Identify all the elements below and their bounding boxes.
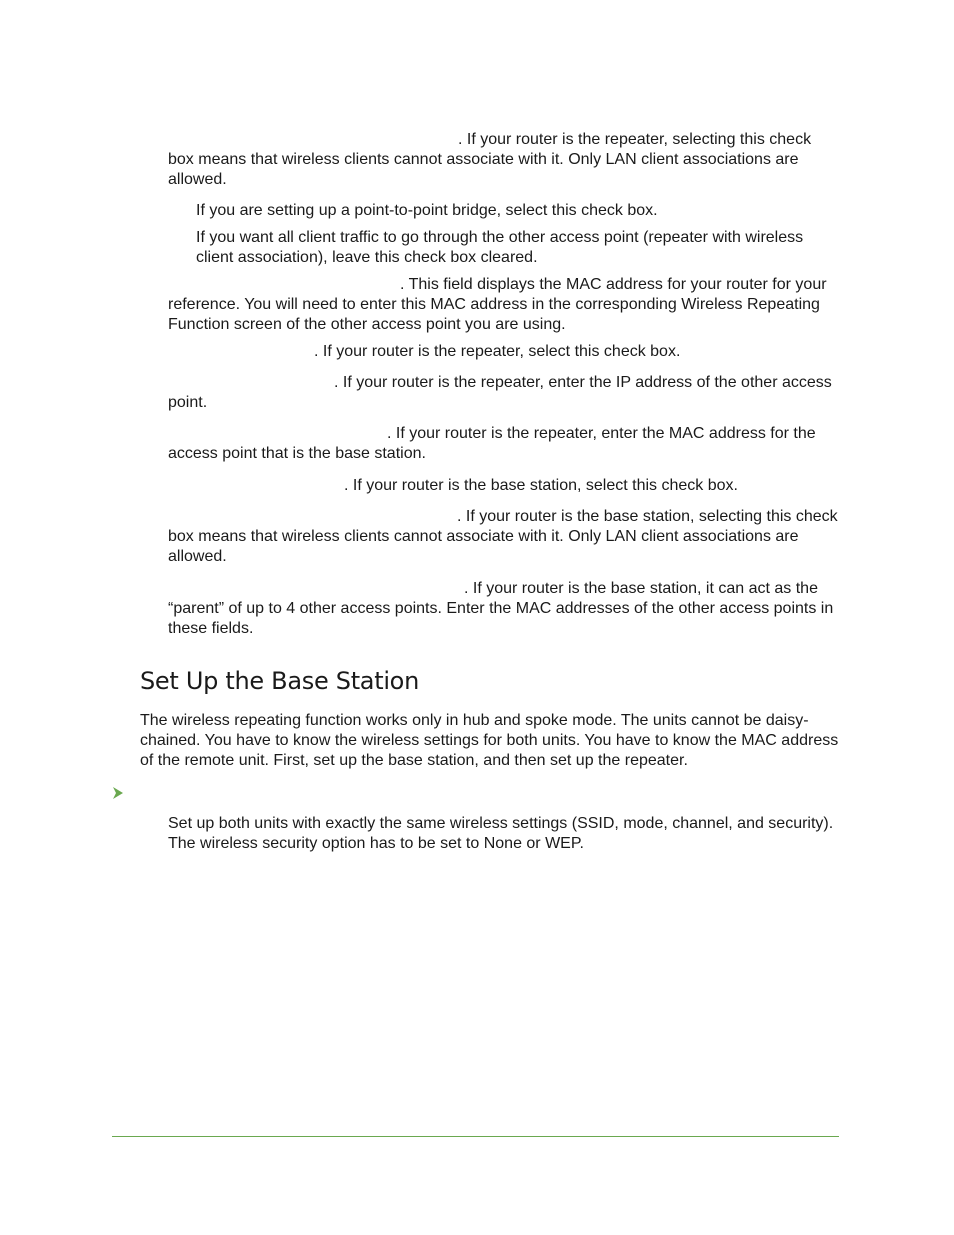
base-station-checkbox-description: . If your router is the base station, select this check box.	[344, 477, 738, 494]
repeater-ip-description: . If your router is the repeater, enter the IP address of the other access point.	[168, 374, 832, 411]
base-station-isolation-description: . If your router is the base station, selecting this check box means that wireless clients cannot associate with it. Only LAN client associations are allowed.	[168, 508, 838, 565]
p2p-bridge-note: If you are setting up a point-to-point bridge, select this check box.	[196, 202, 658, 219]
repeater-mac-description: . If your router is the repeater, enter the MAC address for the access point that is the base station.	[168, 425, 816, 462]
section-intro: The wireless repeating function works only in hub and spoke mode. The units cannot be daisy-chained. You have to know the wireless settings for both units. You have to know the MAC address of the remote unit. First, set up the base station, and then set up the repeater.	[140, 712, 839, 769]
footer-divider	[112, 1136, 839, 1137]
client-traffic-note: If you want all client traffic to go through the other access point (repeater with wireless client association), leave this check box cleared.	[196, 229, 804, 266]
repeater-isolation-description: . If your router is the repeater, selecting this check box means that wireless clients cannot associate with it. Only LAN client associations are allowed.	[168, 131, 812, 188]
section-heading: Set Up the Base Station	[140, 667, 419, 695]
procedure-arrow-icon	[112, 786, 124, 800]
repeater-checkbox-description: . If your router is the repeater, select this check box.	[314, 343, 681, 360]
repeater-mac-fields-description: . If your router is the base station, it can act as the “parent” of up to 4 other access points. Enter the MAC addresses of the other access points in these fields.	[168, 580, 834, 637]
step-1-text: Set up both units with exactly the same wireless settings (SSID, mode, channel, and security). The wireless security option has to be set to None or WEP.	[168, 815, 834, 852]
mac-address-description: . This field displays the MAC address for your router for your reference. You will need to enter this MAC address in the corresponding Wireless Repeating Function screen of the other access point you are using.	[168, 276, 827, 333]
